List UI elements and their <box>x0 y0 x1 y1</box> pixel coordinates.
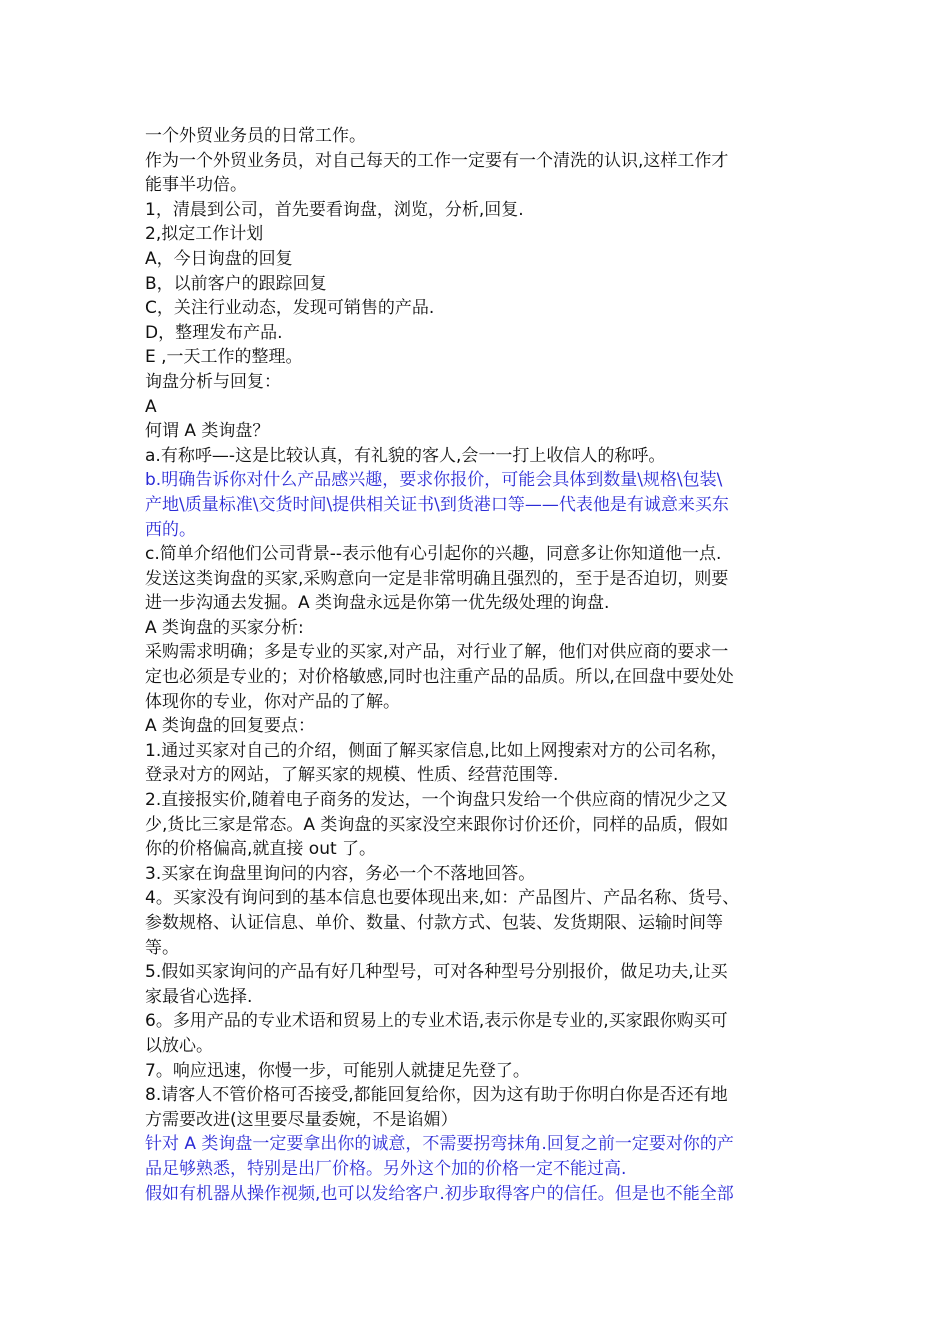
text-line: 你的价格偏高,就直接 out 了。 <box>145 839 377 860</box>
text-line: 5.假如买家询问的产品有好几种型号，可对各种型号分别报价，做足功夫,让买 <box>145 962 728 983</box>
text-line: D，整理发布产品. <box>145 322 283 343</box>
text-line: B，以前客户的跟踪回复 <box>145 273 327 294</box>
text-line: 7。响应迅速，你慢一步，可能别人就捷足先登了。 <box>145 1060 530 1081</box>
text-line: 采购需求明确；多是专业的买家,对产品，对行业了解，他们对供应商的要求一 <box>145 642 729 663</box>
highlighted-text-line: 针对 A 类询盘一定要拿出你的诚意，不需要拐弯抹角.回复之前一定要对你的产 <box>145 1134 734 1155</box>
text-line: A 类询盘的回复要点： <box>145 716 316 737</box>
document-body <box>145 124 825 1206</box>
text-line: A 类询盘的买家分析: <box>145 617 304 638</box>
text-line: a.有称呼—-这是比较认真，有礼貌的客人,会一一打上收信人的称呼。 <box>145 445 666 466</box>
text-line: E ,一天工作的整理。 <box>145 347 303 368</box>
text-line: 何谓 A 类询盘？ <box>145 421 270 442</box>
highlighted-text-line: b.明确告诉你对什么产品感兴趣，要求你报价，可能会具体到数量\规格\包装\ <box>145 470 723 491</box>
text-line: 定也必须是专业的；对价格敏感,同时也注重产品的品质。所以,在回盘中要处处 <box>145 667 734 688</box>
text-line: 6。多用产品的专业术语和贸易上的专业术语,表示你是专业的,买家跟你购买可 <box>145 1011 728 1032</box>
highlighted-text-line: 西的。 <box>145 519 196 540</box>
text-line: 作为一个外贸业务员，对自己每天的工作一定要有一个清洗的认识,这样工作才 <box>145 150 729 171</box>
text-line: 3.买家在询盘里询问的内容，务必一个不落地回答。 <box>145 863 536 884</box>
text-line: 一个外贸业务员的日常工作。 <box>145 126 366 146</box>
text-line: 2.直接报实价,随着电子商务的发达，一个询盘只发给一个供应商的情况少之又 <box>145 790 728 811</box>
text-line: 以放心。 <box>145 1035 213 1056</box>
highlighted-text-line: 品足够熟悉，特别是出厂价格。另外这个加的价格一定不能过高. <box>145 1158 627 1179</box>
text-line: c.简单介绍他们公司背景--表示他有心引起你的兴趣，同意多让你知道他一点. <box>145 544 722 565</box>
text-line: 2,拟定工作计划 <box>145 224 264 245</box>
highlighted-text-line: 产地\质量标准\交货时间\提供相关证书\到货港口等——代表他是有诚意来买东 <box>145 494 729 515</box>
text-line: 1，清晨到公司，首先要看询盘，浏览，分析,回复. <box>145 199 524 220</box>
text-line: 少,货比三家是常态。A 类询盘的买家没空来跟你讨价还价，同样的品质，假如 <box>145 814 729 835</box>
text-line: A <box>145 396 157 417</box>
text-line: 询盘分析与回复： <box>145 371 281 392</box>
text-line: 体现你的专业，你对产品的了解。 <box>145 691 400 712</box>
text-line: A，今日询盘的回复 <box>145 248 293 269</box>
text-line: 进一步沟通去发掘。A 类询盘永远是你第一优先级处理的询盘. <box>145 593 610 614</box>
text-line: 8.请客人不管价格可否接受,都能回复给你，因为这有助于你明白你是否还有地 <box>145 1085 728 1106</box>
text-line: 方需要改进(这里要尽量委婉，不是谄媚） <box>145 1109 458 1130</box>
text-line: 登录对方的网站，了解买家的规模、性质、经营范围等. <box>145 765 559 786</box>
text-line: 1.通过买家对自己的介绍，侧面了解买家信息,比如上网搜索对方的公司名称， <box>145 740 728 761</box>
text-line: 发送这类询盘的买家,采购意向一定是非常明确且强烈的，至于是否迫切，则要 <box>145 568 729 589</box>
text-line: C，关注行业动态，发现可销售的产品. <box>145 298 435 319</box>
text-line: 能事半功倍。 <box>145 175 247 196</box>
text-line: 家最省心选择. <box>145 986 253 1007</box>
text-line: 4。买家没有询问到的基本信息也要体现出来,如：产品图片、产品名称、货号、 <box>145 888 740 909</box>
highlighted-text-line: 假如有机器从操作视频,也可以发给客户.初步取得客户的信任。但是也不能全部 <box>145 1183 734 1204</box>
text-line: 等。 <box>145 937 179 958</box>
text-line: 参数规格、认证信息、单价、数量、付款方式、包装、发货期限、运输时间等 <box>145 913 723 933</box>
